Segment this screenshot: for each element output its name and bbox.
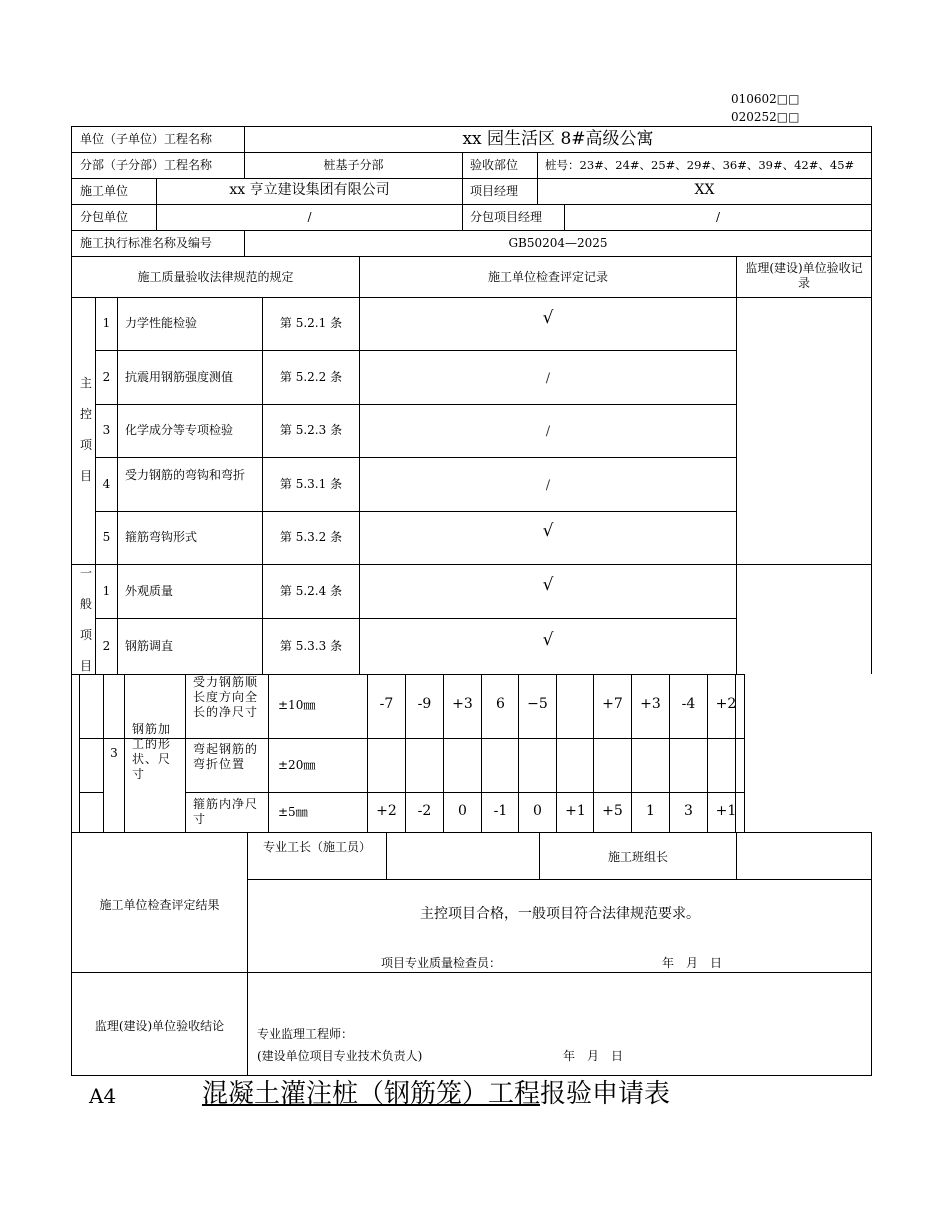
measure-value: +7	[602, 696, 623, 712]
not-applicable-mark: /	[545, 371, 551, 386]
item-name: 化学成分等专项检验	[125, 423, 234, 437]
measure-value: +3	[640, 696, 661, 712]
col-supervision-header: 监理(建设)单位验收记录	[745, 261, 863, 290]
item-name: 抗震用钢筋强度测值	[125, 370, 234, 384]
main-group-label-2: 控	[80, 407, 93, 421]
check-mark: √	[542, 308, 554, 328]
measure-value: +3	[452, 696, 473, 712]
supervision-section-label: 监理(建设)单位验收结论	[94, 1019, 225, 1033]
dimension-tolerance: ±5㎜	[278, 805, 308, 819]
general-group-label-1: 一	[80, 566, 93, 580]
sub-contractor-value: /	[307, 210, 312, 224]
check-mark: √	[542, 575, 554, 595]
sub-contractor-label: 分包单位	[80, 210, 129, 224]
item-no: 1	[102, 316, 111, 330]
general-group-label-2: 般	[80, 597, 93, 611]
item-clause: 第 5.2.3 条	[279, 423, 343, 437]
subproject-value: 桩基子分部	[323, 158, 384, 172]
not-applicable-mark: /	[545, 478, 551, 493]
project-name-label: 单位（子单位）工程名称	[80, 132, 213, 146]
measure-value: +1	[565, 803, 586, 819]
supervision-engineer-label: 专业监理工程师：	[257, 1027, 354, 1041]
col-record-header: 施工单位检查评定记录	[487, 270, 608, 284]
measure-value: -7	[379, 696, 394, 712]
col-spec-header: 施工质量验收法律规范的规定	[137, 270, 294, 284]
measure-value: 0	[533, 803, 542, 819]
pm-label: 项目经理	[470, 184, 519, 198]
form-title-underlined: 混凝土灌注桩（钢筋笼）工程	[202, 1079, 541, 1109]
item-clause: 第 5.3.1 条	[279, 477, 343, 491]
main-group-label-3: 项	[80, 438, 93, 452]
team-leader-label: 施工班组长	[607, 850, 668, 864]
measure-value: −5	[527, 696, 548, 712]
inspector-label: 项目专业质量检查员：	[381, 956, 502, 970]
project-name-value: xx 园生活区 8#高级公寓	[462, 129, 654, 149]
item-name: 箍筋弯钩形式	[125, 530, 198, 544]
measure-value: 3	[684, 803, 693, 819]
measure-value: 0	[458, 803, 467, 819]
measure-value: 1	[646, 803, 655, 819]
form-title	[202, 1079, 670, 1109]
doc-code-1: 010602□□	[731, 92, 800, 106]
item-no: 5	[102, 530, 111, 544]
item-name: 钢筋加工的形状、尺寸	[132, 722, 172, 781]
item-clause: 第 5.2.2 条	[279, 370, 343, 384]
form-title-rest: 报验申请表	[540, 1079, 671, 1109]
main-group-label-4: 目	[80, 469, 93, 483]
item-no: 2	[102, 370, 111, 384]
dimension-tolerance: ±20㎜	[278, 758, 316, 772]
dimension-tolerance: ±10㎜	[278, 698, 316, 712]
pm-value: XX	[694, 182, 715, 198]
item-no: 2	[102, 639, 111, 653]
supervision-date: 年 月 日	[563, 1049, 624, 1063]
result-section-label: 施工单位检查评定结果	[99, 898, 220, 912]
measure-value: +2	[715, 696, 737, 712]
check-mark: √	[542, 521, 554, 541]
inspection-conclusion: 主控项目合格，一般项目符合法律规范要求。	[420, 906, 700, 922]
measure-value: +1	[715, 803, 737, 819]
standard-label: 施工执行标准名称及编号	[80, 236, 213, 250]
item-no: 3	[110, 746, 118, 760]
measure-value: +2	[376, 803, 397, 819]
check-mark: √	[542, 630, 554, 650]
subproject-label: 分部（子分部）工程名称	[80, 158, 213, 172]
general-group-label-3: 项	[80, 628, 93, 642]
doc-code-2: 020252□□	[731, 110, 800, 124]
foreman-label: 专业工长（施工员）	[262, 840, 371, 854]
main-group-label-1: 主	[80, 376, 93, 390]
item-name: 钢筋调直	[125, 639, 174, 653]
general-group-label-4: 目	[80, 659, 93, 673]
result-date: 年 月 日	[662, 956, 723, 970]
sub-pm-value: /	[715, 210, 721, 224]
not-applicable-mark: /	[545, 424, 551, 439]
item-no: 1	[102, 584, 111, 598]
measure-value: +5	[602, 803, 623, 819]
item-name: 力学性能检验	[125, 316, 198, 330]
measure-value: -9	[417, 696, 432, 712]
measure-value: -2	[417, 803, 432, 819]
item-clause: 第 5.2.4 条	[279, 584, 343, 598]
item-no: 3	[102, 423, 111, 437]
dimension-desc: 受力钢筋顺长度方向全长的净尺寸	[193, 675, 259, 719]
inspect-part-label: 验收部位	[470, 158, 519, 172]
contractor-label: 施工单位	[80, 184, 129, 198]
item-name: 外观质量	[125, 584, 174, 598]
item-clause: 第 5.3.2 条	[279, 530, 343, 544]
item-no: 4	[102, 477, 111, 491]
item-name: 受力钢筋的弯钩和弯折	[125, 468, 246, 482]
item-clause: 第 5.3.3 条	[279, 639, 343, 653]
standard-value: GB50204—2025	[508, 236, 608, 250]
form-code: A4	[89, 1084, 117, 1108]
contractor-value: xx 亨立建设集团有限公司	[229, 182, 390, 198]
owner-tech-lead-label: (建设单位项目专业技术负责人)	[257, 1049, 423, 1063]
dimension-desc: 箍筋内净尺寸	[193, 797, 259, 826]
measure-value: 6	[496, 696, 505, 712]
measure-value: -1	[493, 803, 508, 819]
measure-value: -4	[681, 696, 696, 712]
sub-pm-label: 分包项目经理	[470, 210, 543, 224]
inspect-part-value: 桩号：23#、24#、25#、29#、36#、39#、42#、45#	[545, 158, 855, 172]
dimension-desc: 弯起钢筋的弯折位置	[193, 742, 259, 771]
item-clause: 第 5.2.1 条	[279, 316, 343, 330]
